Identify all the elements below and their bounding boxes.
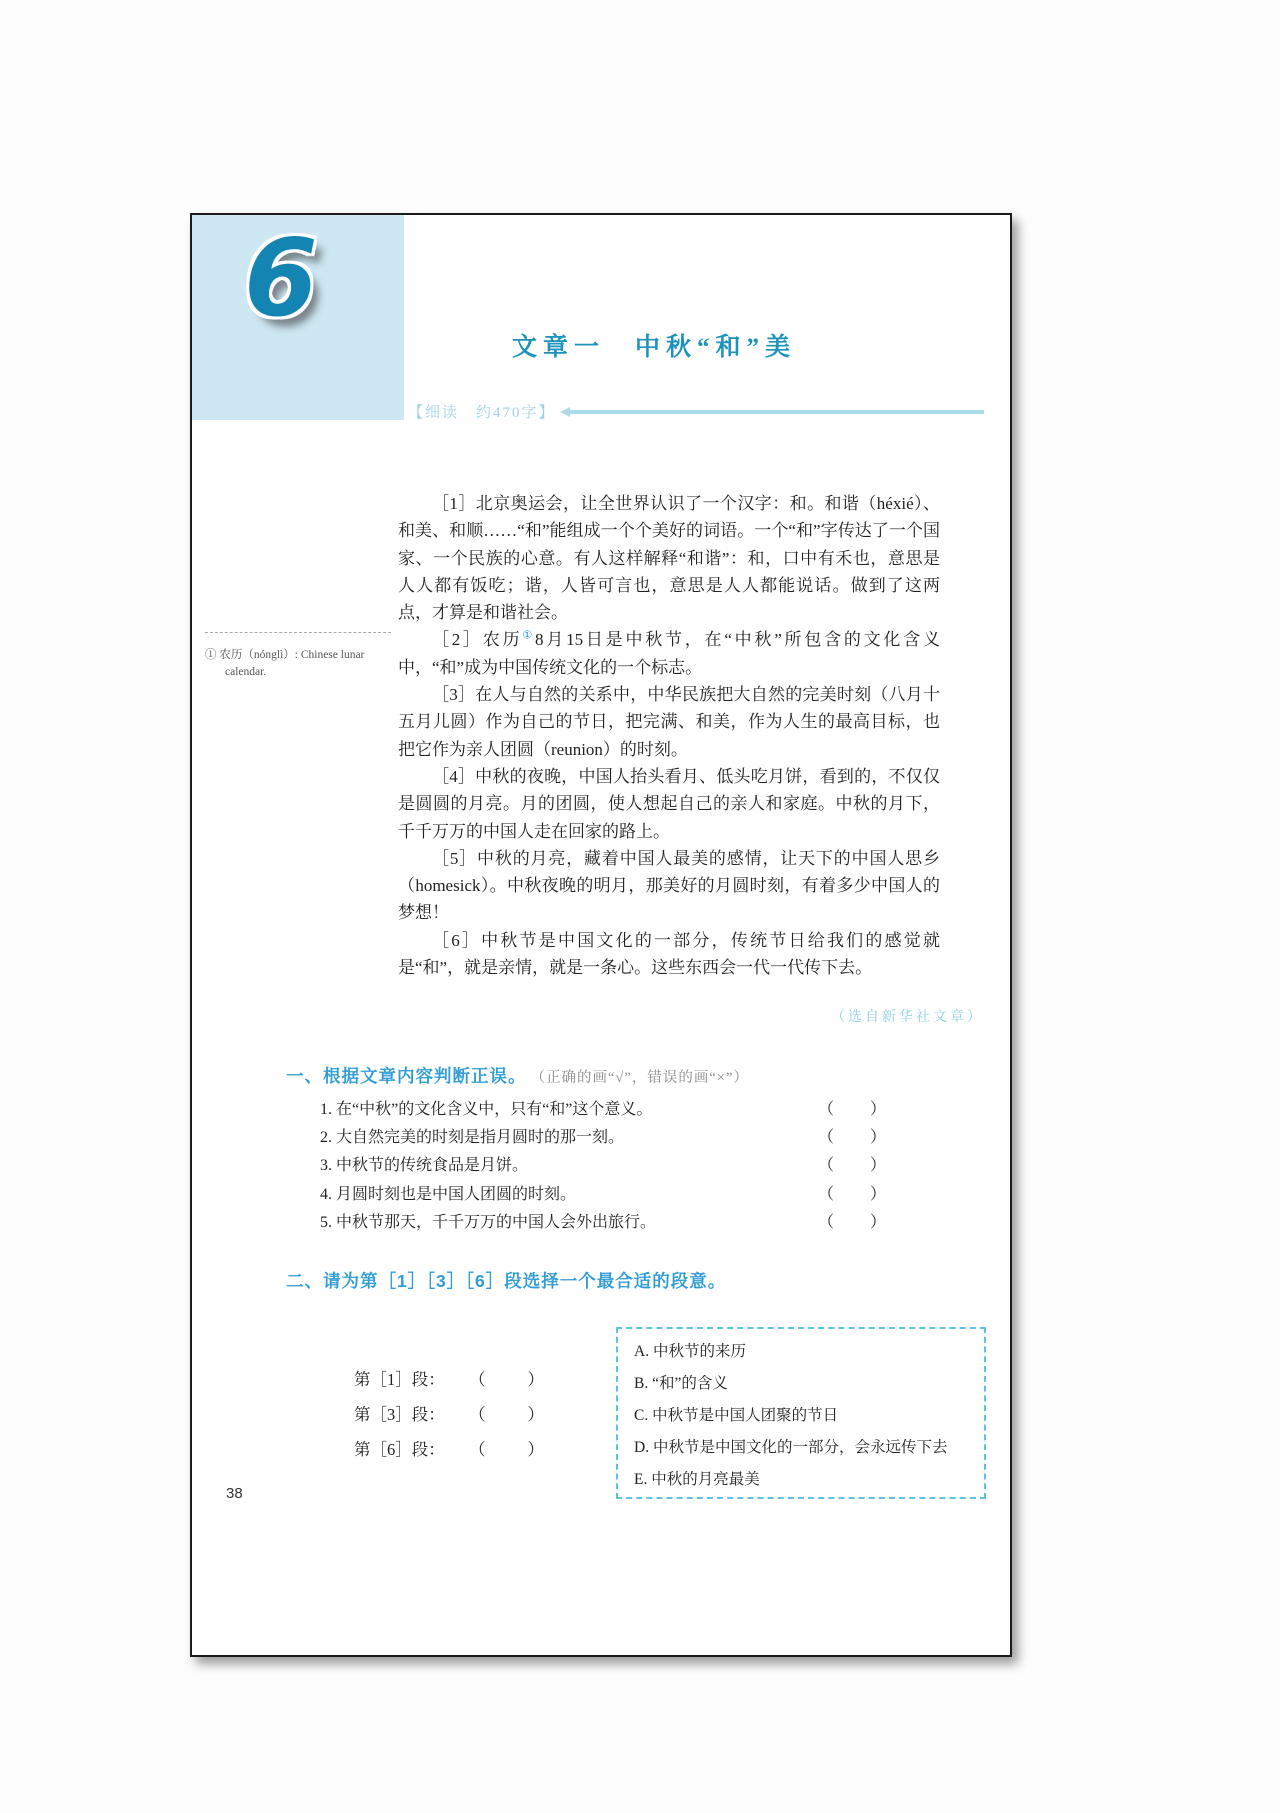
option-item: B. “和”的含义	[634, 1375, 728, 1392]
page-number: 38	[226, 1485, 243, 1502]
paragraph-text: 8月15日是中秋节，在“中秋”所包含的文化含义中，“和”成为中国传统文化的一个标志。	[398, 630, 940, 677]
paragraph-blank-label: 第［3］段：	[354, 1404, 445, 1424]
answer-bracket	[469, 1436, 544, 1460]
bracket-open: （	[818, 1101, 835, 1118]
true-false-item-text: 4. 月圆时刻也是中国人团圆的时刻。	[320, 1185, 577, 1203]
paragraph-blank-label: 第［6］段：	[354, 1439, 445, 1459]
paragraph-text: ［6］中秋节是中国文化的一部分，传统节日给我们的感觉就是“和”，就是亲情，就是一条心。这些东西会一代一代传下去。	[398, 930, 940, 978]
true-false-item	[320, 1209, 887, 1237]
true-false-item-text: 5. 中秋节那天，千千万万的中国人会外出旅行。	[320, 1213, 657, 1231]
true-false-item	[320, 1096, 887, 1124]
exercise-one-note: （正确的画“√”，错误的画“×”）	[530, 1070, 749, 1086]
bracket-close: ）	[527, 1369, 544, 1389]
article-paragraph	[398, 626, 940, 681]
bracket-open: （	[818, 1129, 835, 1147]
unit-number: 6	[244, 217, 318, 340]
exercise-one-heading	[286, 1063, 749, 1088]
bracket-open: （	[469, 1439, 486, 1459]
answer-bracket	[469, 1366, 544, 1390]
true-false-item	[320, 1124, 887, 1152]
reading-info-row	[408, 401, 984, 422]
footnote	[205, 632, 391, 681]
exercise-two-title: 二、请为第［1］［3］［6］段选择一个最合适的段意。	[286, 1271, 727, 1291]
paragraph-blank-row	[354, 1360, 544, 1395]
bracket-open: （	[469, 1369, 486, 1389]
article-paragraph	[398, 681, 940, 763]
article-body	[398, 490, 940, 981]
paragraph-blank-list	[354, 1360, 544, 1465]
paragraph-text: ［3］在人与自然的关系中，中华民族把大自然的完美时刻（八月十五月儿圆）作为自己的节日，把完满、和美，作为人生的最高目标，也把它作为亲人团圆（reunion）的时刻。	[398, 685, 940, 759]
paragraph-text: ［5］中秋的月亮，藏着中国人最美的感情，让天下的中国人思乡（homesick）。中秋夜晚的明月，那美好的月圆时刻，有着多少中国人的梦想！	[398, 848, 940, 923]
paragraph-blank-row	[354, 1395, 544, 1430]
article-paragraph	[398, 490, 940, 626]
article-title-label: 文章一	[512, 334, 606, 361]
unit-number-box	[192, 215, 404, 420]
arrow-left-icon	[560, 407, 570, 417]
answer-bracket	[818, 1096, 886, 1124]
footnote-text: ① 农历（nónglì）: Chinese lunar calendar.	[205, 649, 365, 678]
bracket-close: ）	[527, 1404, 544, 1424]
true-false-item-text: 1. 在“中秋”的文化含义中，只有“和”这个意义。	[320, 1101, 653, 1118]
exercise-two-heading	[286, 1268, 726, 1293]
true-false-item	[320, 1152, 887, 1180]
paragraph-text: ［4］中秋的夜晚，中国人抬头看月、低头吃月饼，看到的，不仅仅是圆圆的月亮。月的团圆，使人想起自己的亲人和家庭。中秋的月下，千千万万的中国人走在回家的路上。	[398, 766, 940, 841]
bracket-close: ）	[527, 1439, 544, 1459]
reading-info: 【细读 约470字】	[408, 405, 556, 421]
article-title-text: 中秋“和”美	[635, 334, 797, 361]
true-false-item-text: 2. 大自然完美的时刻是指月圆时的那一刻。	[320, 1129, 625, 1147]
answer-bracket	[818, 1152, 886, 1180]
true-false-list	[320, 1096, 887, 1237]
textbook-page	[190, 213, 1012, 1657]
bracket-open: （	[469, 1404, 486, 1424]
option-item: D. 中秋节是中国文化的一部分，会永远传下去	[634, 1439, 948, 1456]
footnote-ref: ①	[522, 629, 536, 642]
bracket-close: ）	[870, 1129, 887, 1147]
bracket-close: ）	[870, 1157, 887, 1175]
reading-rule	[570, 410, 984, 414]
article-paragraph	[398, 845, 940, 927]
source-attribution: （选自新华社文章）	[831, 1010, 984, 1025]
bracket-close: ）	[870, 1185, 887, 1203]
answer-bracket	[818, 1124, 886, 1152]
option-item: A. 中秋节的来历	[634, 1343, 746, 1360]
answer-bracket	[818, 1209, 886, 1237]
exercise-one-title: 一、根据文章内容判断正误。	[286, 1066, 527, 1086]
answer-bracket	[469, 1401, 544, 1425]
paragraph-text: ［1］北京奥运会，让全世界认识了一个汉字：和。和谐（héxié）、和美、和顺……“和”能组成一个个美好的词语。一个“和”字传达了一个国家、一个民族的心意。有人这样解释“和谐”：和，口中有禾也，意思是人人都有饭吃；谐，人皆可言也，意思是人人都能说话。做到了这两点，才算是和谐社会。	[398, 494, 940, 623]
answer-bracket	[818, 1181, 886, 1209]
bracket-open: （	[818, 1157, 835, 1175]
article-title	[512, 327, 796, 363]
article-paragraph	[398, 763, 940, 845]
paragraph-blank-row	[354, 1430, 544, 1465]
bracket-close: ）	[870, 1101, 887, 1118]
true-false-item	[320, 1181, 887, 1209]
bracket-open: （	[818, 1213, 835, 1231]
bracket-close: ）	[870, 1213, 887, 1231]
options-box	[616, 1327, 986, 1499]
option-item: C. 中秋节是中国人团聚的节日	[634, 1407, 839, 1424]
true-false-item-text: 3. 中秋节的传统食品是月饼。	[320, 1157, 529, 1175]
paragraph-text: ［2］农历	[432, 630, 523, 650]
bracket-open: （	[818, 1185, 835, 1203]
paragraph-blank-label: 第［1］段：	[354, 1369, 445, 1389]
option-item: E. 中秋的月亮最美	[634, 1471, 760, 1488]
article-paragraph	[398, 927, 940, 982]
